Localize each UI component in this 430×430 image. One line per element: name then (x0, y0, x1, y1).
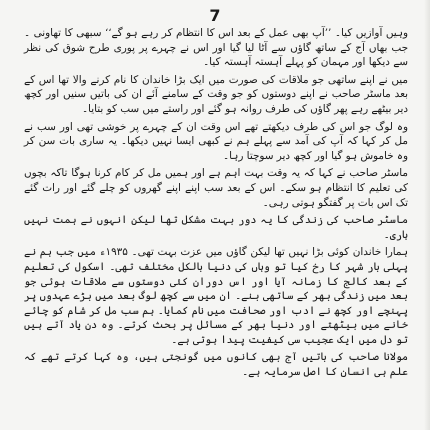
scan-edge-shadow (424, 0, 430, 430)
paragraph-2: میں نے اپنے ساتھی جو ملاقات کی صورت میں ایک بڑا خاندان کا نام کرنے والا تھا اس کے بعد ماسٹر صاحب نے اپنے دوستوں کو جو وقت کے سامنے آئے ان کی باتیں سنیں اور کچھ دیر بیٹھے رہے پھر گاؤں کی طرف روانہ ہو گئے اور راستے میں سب کو بتایا۔ (24, 73, 408, 115)
page-number: 7 (209, 6, 221, 25)
paragraph-3: وہ لوگ جو اس کی طرف دیکھتے تھے اس وقت ان کے چہرے پر خوشی تھی اور سب نے مل کر کہا کہ آپ کی آمد سے پہلے ہم نے کبھی ایسا نہیں دیکھا۔ یہ ساری بات سن کر وہ خاموش ہو گیا اور کچھ دیر سوچتا رہا۔ (24, 120, 408, 162)
paragraph-4: ماسٹر صاحب نے کہا کہ یہ وقت بہت اہم ہے اور ہمیں مل کر کام کرنا ہوگا تاکہ بچوں کی تعلیم کا انتظام ہو سکے۔ اس کے بعد سب اپنے اپنے گھروں کو چلے گئے اور رات گئے تک اس بات پر گفتگو ہوتی رہی۔ (24, 167, 408, 209)
paragraph-7: مولانا صاحب کی باتیں آج بھی کانوں میں گونجتی ہیں، وہ کہا کرتے تھے کہ علم ہی انسان کا اصل سرمایہ ہے۔ (24, 351, 408, 379)
paragraph-5: ماسٹر صاحب کی زندگی کا یہ دور بہت مشکل تھا لیکن انہوں نے ہمت نہیں ہاری۔ (24, 214, 408, 241)
paragraph-1: وہیں آوازیں کیا۔ ’’آپ بھی عمل کے بعد اس کا انتظام کر رہے ہو گے‘‘ سبھی کا تھاونی ۔ جب بھاں آج کے ساتھ گاؤں سے آٹا لیا گیا اور اس نے چہرے پر پوری طرح شوق کی نظر سے دیکھا اور مہمان کو پہلے آہستہ آہستہ کیا۔ (24, 27, 408, 69)
paragraph-6: ہمارا خاندان کوئی بڑا نہیں تھا لیکن گاؤں میں عزت بہت تھی۔ ۱۹۳۵ء میں جب ہم نے پہلی بار شہر کا رخ کیا تو وہاں کی دنیا بالکل مختلف تھی۔ اسکول کی تعلیم کے بعد کالج کا زمانہ آیا اور اس دوران کئی دوستوں سے ملاقات ہوئی جو بعد میں زندگی بھر کے ساتھی بنے۔ ان میں سے کچھ لوگ بعد میں بڑے عہدوں پر پہنچے اور کچھ نے ادب اور صحافت میں نام کمایا۔ ہم سب مل کر شام کو چائے خانے میں بیٹھتے اور دنیا بھر کے مسائل پر بحث کرتے۔ وہ دن یاد آتے ہیں تو دل میں ایک عجیب سی کیفیت پیدا ہوتی ہے۔ (24, 246, 408, 346)
urdu-body-text (24, 26, 408, 382)
